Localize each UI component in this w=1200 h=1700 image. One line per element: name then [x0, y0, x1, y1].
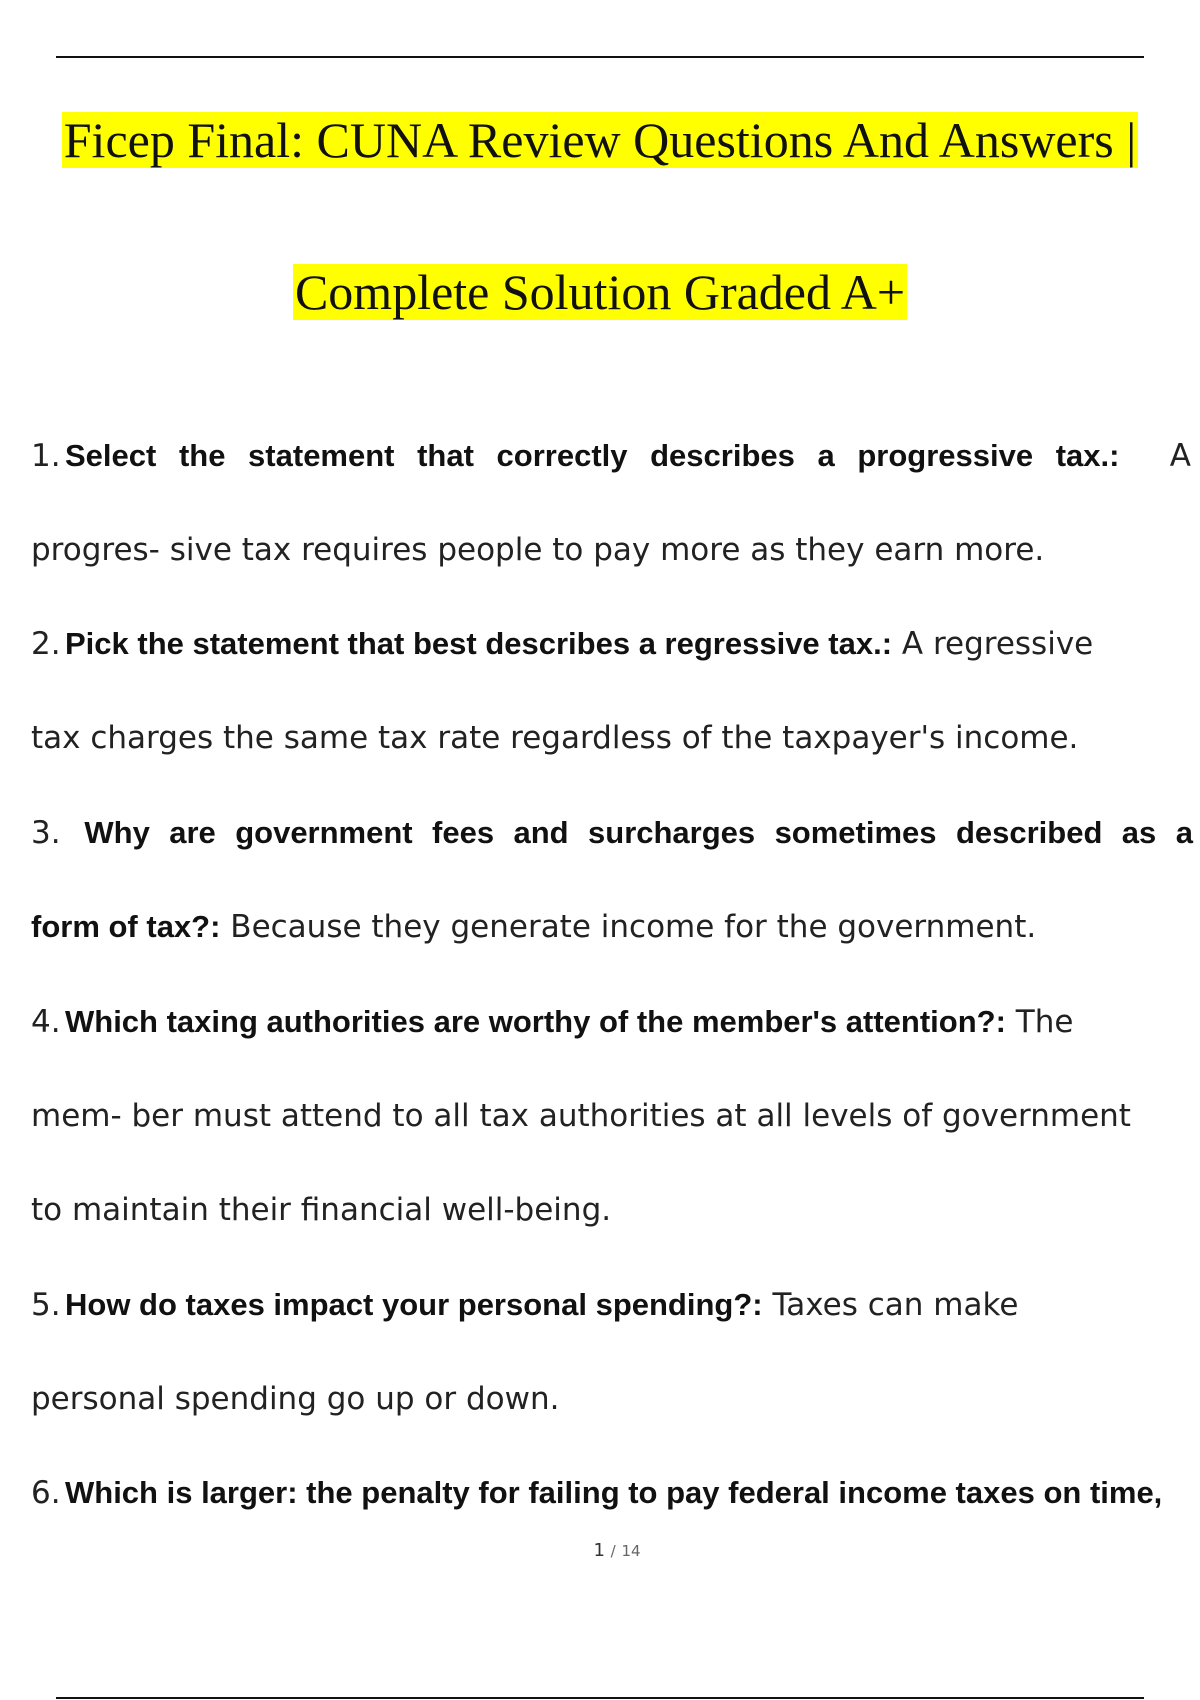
qa-item-1 [31, 409, 1200, 504]
qa-item-1-line-1 [31, 409, 1191, 504]
page-total: 14 [621, 1542, 641, 1560]
answer-lead: The [1015, 1004, 1074, 1040]
question-text: How do taxes impact your personal spending?: [65, 1287, 763, 1322]
document-title-line-1 [0, 110, 1200, 170]
item-number: 6. [31, 1475, 61, 1511]
document-title-line-2 [0, 262, 1200, 322]
question-text: Select the statement that correctly describes a progressive tax.: [65, 438, 1120, 473]
qa-item-2 [31, 597, 1200, 692]
top-rule [56, 56, 1144, 58]
qa-item-5-answer [31, 1352, 1200, 1447]
qa-item-4 [31, 975, 1200, 1070]
item-number: 1. [31, 438, 61, 474]
question-text: Pick the statement that best describes a regressive tax.: [65, 626, 893, 661]
qa-item-1-answer [31, 503, 1200, 598]
title-highlight-2: Complete Solution Graded A+ [294, 264, 906, 320]
qa-item-5 [31, 1258, 1200, 1353]
qa-item-4-answer-2 [31, 1163, 1200, 1258]
qa-item-3: 3. Why are government fees and surcharges sometimes described as a [31, 786, 1200, 881]
item-number: 4. [31, 1004, 61, 1040]
answer-text: progres- sive tax requires people to pay more as they earn more. [31, 532, 1045, 568]
answer-lead: A [1169, 438, 1191, 474]
page-number: 1 [593, 1540, 605, 1561]
item-number: 2. [31, 626, 61, 662]
answer-lead: Taxes can make [772, 1287, 1019, 1323]
qa-item-3-answer [31, 880, 1200, 975]
qa-item-6 [31, 1446, 1200, 1541]
answer-lead: A regressive [901, 626, 1094, 662]
answer-text: to maintain their financial well-being. [31, 1192, 612, 1228]
item-number: 5. [31, 1287, 61, 1323]
question-continuation: form of tax?: [31, 909, 221, 944]
qa-item-4-answer-1 [31, 1069, 1200, 1164]
answer-text: mem- ber must attend to all tax authorities at all levels of government [31, 1098, 1131, 1134]
page-indicator [0, 1540, 1200, 1561]
question-text: Which is larger: the penalty for failing to pay federal income taxes on time, [65, 1475, 1163, 1510]
item-number: 3. [31, 815, 61, 851]
question-text: Which taxing authorities are worthy of the member's attention?: [65, 1004, 1006, 1039]
answer-text: Because they generate income for the government. [230, 909, 1037, 945]
answer-text: personal spending go up or down. [31, 1381, 560, 1417]
question-part: Why [84, 815, 150, 850]
qa-item-2-answer [31, 691, 1200, 786]
answer-text: tax charges the same tax rate regardless of the taxpayer's income. [31, 720, 1079, 756]
page-separator: / [610, 1542, 616, 1560]
title-highlight-1: Ficep Final: CUNA Review Questions And Answers | [63, 112, 1137, 168]
bottom-rule [56, 1697, 1144, 1699]
